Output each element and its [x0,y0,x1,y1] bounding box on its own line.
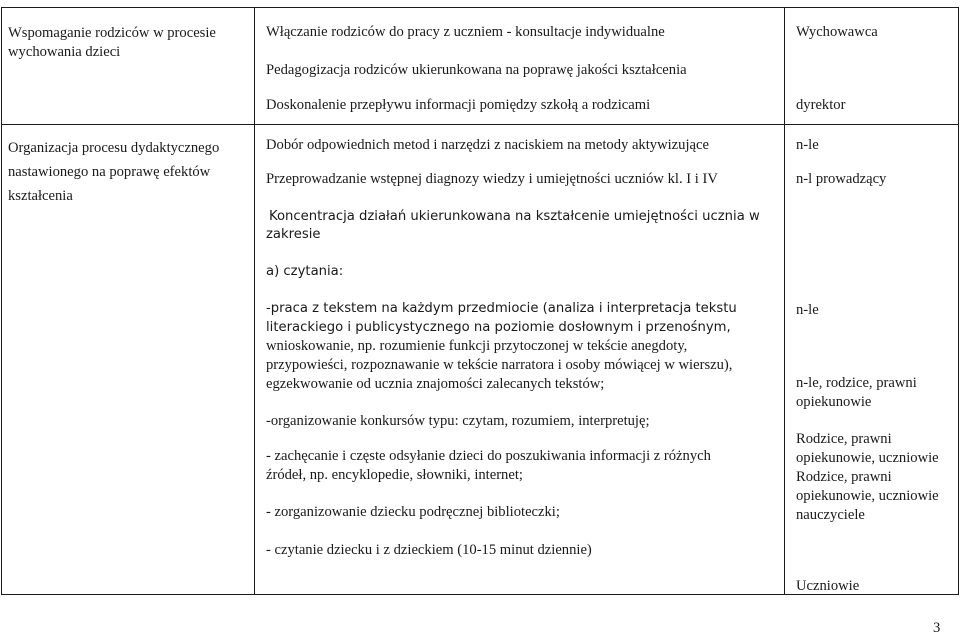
responsible-text: Uczniowie [796,578,860,594]
action-text: Koncentracja działań ukierunkowana na kształcenie umiejętności ucznia w [269,209,760,224]
area-text: Organizacja procesu dydaktycznego [8,140,220,156]
action-text: Pedagogizacja rodziców ukierunkowana na poprawę jakości kształcenia [266,62,687,78]
actions-cell [255,8,785,125]
action-text: literackiego i publicystycznego na poziomie dosłownym i przenośnym, [266,320,731,335]
responsible-text: Rodzice, prawni [796,469,892,485]
plan-table [1,7,959,595]
action-text: przypowieści, rozpoznawanie w tekście narratora i osoby mówiącej w wierszu), [266,357,733,373]
table-row [2,8,959,125]
area-text: wychowania dzieci [8,44,121,60]
action-text: Doskonalenie przepływu informacji pomiędzy szkołą a rodzicami [266,97,651,113]
responsible-cell [785,8,959,125]
responsible-text: Wychowawca [796,24,878,40]
action-text: - zachęcanie i częste odsyłanie dzieci do poszukiwania informacji z różnych [266,448,711,464]
action-text: wnioskowanie, np. rozumienie funkcji przytoczonej w tekście anegdoty, [266,338,688,354]
responsible-text: dyrektor [796,97,846,113]
responsible-text: nauczyciele [796,507,865,523]
action-text: a) czytania: [266,264,344,279]
area-text: Wspomaganie rodziców w procesie [8,25,216,41]
area-text: nastawionego na poprawę efektów [8,164,211,180]
actions-cell [255,125,785,595]
responsible-text: Rodzice, prawni [796,431,892,447]
action-text: Dobór odpowiednich metod i narzędzi z naciskiem na metody aktywizujące [266,137,709,153]
action-text: - czytanie dziecku i z dzieckiem (10-15 minut dziennie) [266,542,592,558]
responsible-cell [785,125,959,595]
responsible-text: opiekunowie [796,394,872,410]
area-cell [2,8,255,125]
action-text: Przeprowadzanie wstępnej diagnozy wiedzy i umiejętności uczniów kl. I i IV [266,171,718,187]
area-text: kształcenia [8,188,73,204]
responsible-text: n-le [796,137,819,153]
action-text: - zorganizowanie dziecku podręcznej biblioteczki; [266,504,560,520]
responsible-text: n-le, rodzice, prawni [796,375,917,391]
action-text: źródeł, np. encyklopedie, słowniki, internet; [266,467,523,483]
action-text: -praca z tekstem na każdym przedmiocie (analiza i interpretacja tekstu [266,301,737,316]
action-text: zakresie [266,227,321,242]
responsible-text: opiekunowie, uczniowie [796,488,939,504]
table-row [2,125,959,595]
action-text: -organizowanie konkursów typu: czytam, rozumiem, interpretuję; [266,413,650,429]
action-text: egzekwowanie od ucznia znajomości zalecanych tekstów; [266,376,605,392]
area-cell [2,125,255,595]
page-number: 3 [933,620,941,636]
action-text: Włączanie rodziców do pracy z uczniem - konsultacje indywidualne [266,24,665,40]
responsible-text: n-l prowadzący [796,171,887,187]
responsible-text: opiekunowie, uczniowie [796,450,939,466]
responsible-text: n-le [796,302,819,318]
